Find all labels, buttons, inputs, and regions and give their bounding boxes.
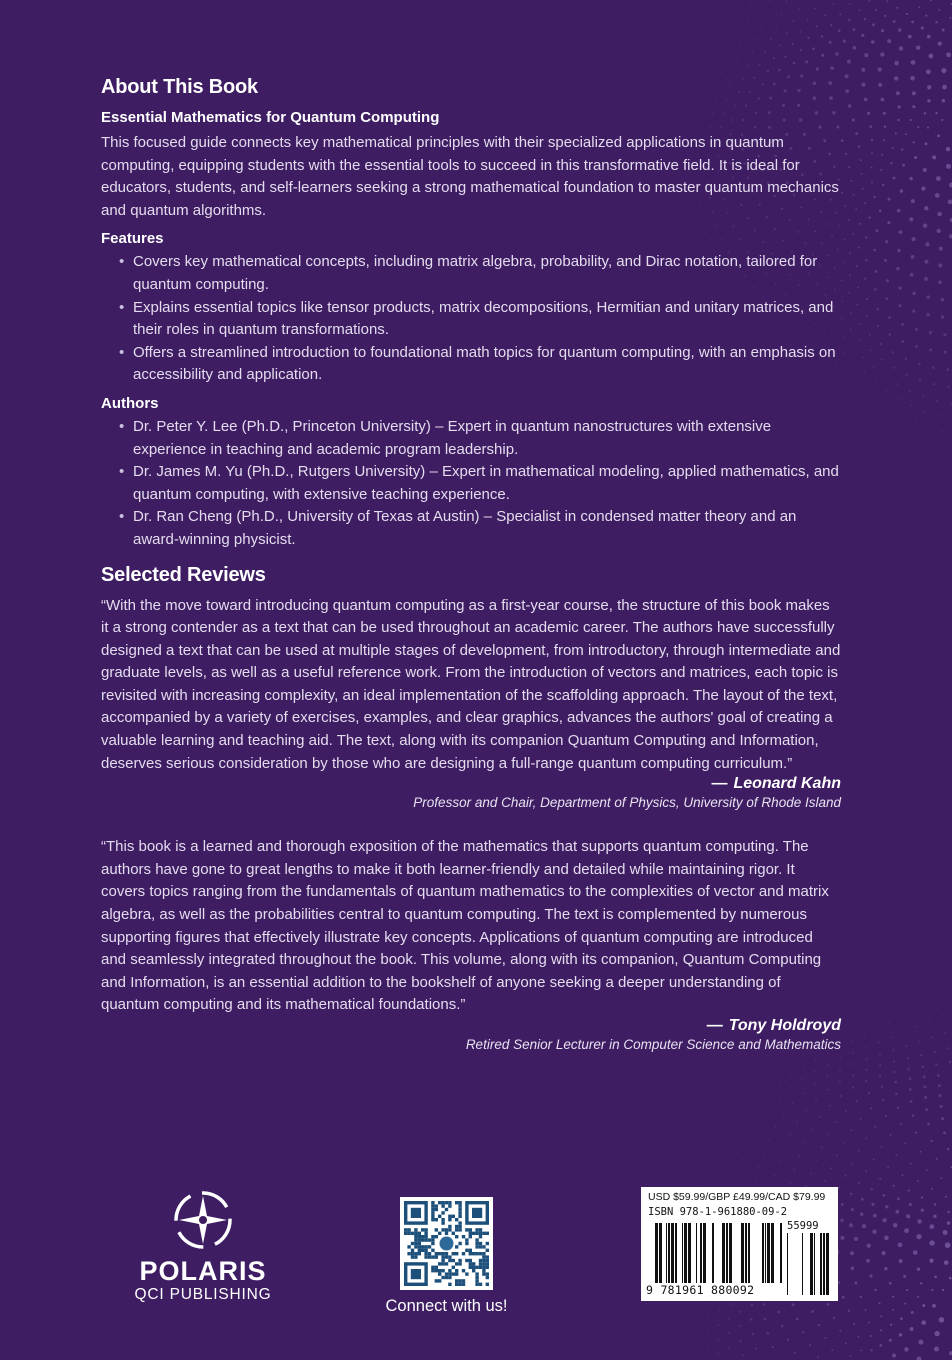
publisher-logo — [118, 1188, 288, 1304]
isbn-barcode — [641, 1187, 838, 1301]
author-item: • Dr. James M. Yu (Ph.D., Rutgers University) – Expert in mathematical modeling, applied mathematics, and quantum computing, with extensive teaching experience. — [133, 461, 841, 506]
reviewer-name: Tony Holdroyd — [728, 1017, 841, 1034]
publisher-name: POLARIS — [139, 1256, 267, 1286]
features-heading: Features — [101, 230, 164, 248]
review-text: “With the move toward introducing quantum computing as a first-year course, the structure of this book makes it a strong contender as a text that can be used throughout an academic career. The authors have successfully designed a text that can be used at multiple stages of development, from introductory, through intermediate and graduate levels, as well as a useful reference work. From the introduction of vectors and matrices, each topic is revisited with increasing complexity, an ideal implementation of the scaffolding approach. The layout of the text, accompanied by a variety of exercises, examples, and clear graphics, advances the authors' goal of creating a valuable learning and teaching aid. The text, along with its companion Quantum Computing and Information, deserves serious consideration by those who are designing a full-range quantum computing curriculum.” — [101, 596, 841, 772]
reviewer-role: Retired Senior Lecturer in Computer Science and Mathematics — [465, 1037, 841, 1052]
review-attribution — [101, 1017, 841, 1035]
authors-heading: Authors — [101, 394, 159, 412]
reviewer-name: Leonard Kahn — [733, 775, 841, 793]
author-item: • Dr. Ran Cheng (Ph.D., University of Texas at Austin) – Specialist in condensed matter theory and an award-winning physicist. — [133, 506, 841, 551]
price-label: USD $59.99/GBP £49.99/CAD $79.99 — [648, 1191, 826, 1203]
attribution-dash: — — [706, 1017, 723, 1034]
back-cover-content — [101, 76, 841, 1052]
publisher-subtitle: QCI PUBLISHING — [134, 1286, 272, 1303]
connect-caption: Connect with us! — [385, 1297, 508, 1315]
review-attribution — [101, 775, 841, 793]
ean-digits: 9 781961 880092 — [646, 1283, 755, 1297]
reviews-heading: Selected Reviews — [101, 563, 266, 586]
feature-item: • Covers key mathematical concepts, including matrix algebra, probability, and Dirac notation, tailored for quantum computing. — [133, 251, 841, 296]
authors-list — [101, 416, 841, 552]
addon-digits: 55999 — [787, 1220, 819, 1232]
feature-item: • Offers a streamlined introduction to foundational math topics for quantum computing, with an emphasis on accessibility and application. — [133, 342, 841, 387]
book-title: Essential Mathematics for Quantum Computing — [101, 109, 440, 126]
feature-item: • Explains essential topics like tensor products, matrix decompositions, Hermitian and unitary matrices, and their roles in quantum transformations. — [133, 297, 841, 342]
book-description: This focused guide connects key mathematical principles with their specialized applications in quantum computing, equipping students with the essential tools to succeed in this transformative field. It is ideal for educators, students, and self-learners seeking a strong mathematical foundation to master quantum mechanics and quantum algorithms. — [101, 134, 839, 219]
review-text: “This book is a learned and thorough exposition of the mathematics that supports quantum computing. The authors have gone to great lengths to make it both learner-friendly and detailed while maintaining rigor. It covers topics ranging from the fundamentals of quantum mathematics to the complexities of vector and matrix algebra, as well as the probabilities central to quantum computing. The text is complemented by numerous supporting figures that effectively illustrate key concepts. Applications of quantum computing are introduced and seamlessly integrated throughout the book. This volume, along with its companion, Quantum Computing and Information, is an essential addition to the bookshelf of anyone seeking a deeper understanding of quantum computing and its mathematical foundations.” — [101, 838, 829, 1014]
features-list — [101, 251, 841, 387]
reviewer-role: Professor and Chair, Department of Physics, University of Rhode Island — [413, 795, 841, 811]
qr-code-icon[interactable] — [400, 1197, 493, 1290]
attribution-dash: — — [711, 775, 728, 793]
about-heading: About This Book — [101, 76, 258, 98]
author-item: • Dr. Peter Y. Lee (Ph.D., Princeton University) – Expert in quantum nanostructures with extensive experience in teaching and academic program leadership. — [133, 416, 841, 461]
isbn-label: ISBN 978-1-961880-09-2 — [648, 1206, 788, 1218]
compass-star-icon — [171, 1188, 235, 1252]
